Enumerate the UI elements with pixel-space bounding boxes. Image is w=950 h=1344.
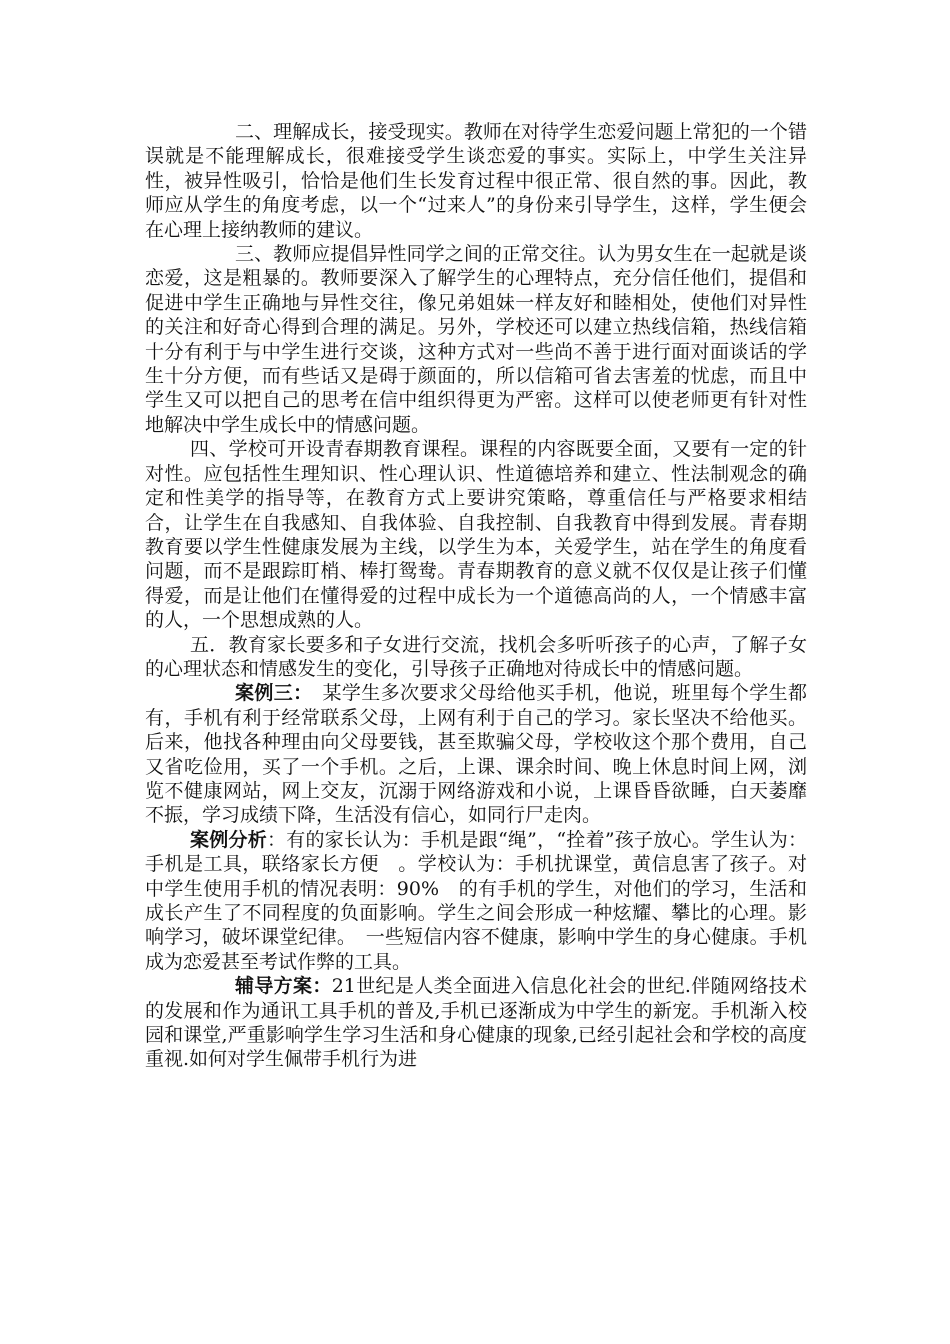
case-analysis-label: 案例分析 xyxy=(190,828,267,851)
case-three-label: 案例三： xyxy=(235,682,304,705)
paragraph-understand-growth: 二、理解成长，接受现实。教师在对待学生恋爱问题上常犯的一个错误就是不能理解成长，很难接受学生谈恋爱的事实。实际上，中学生关注异性，被异性吸引，恰恰是他们生长发育过程中很正常、很自然的事。因此，教师应从学生的角度考虑，以一个“过来人”的身份来引导学生，这样，学生便会在心理上接纳教师的建议。 xyxy=(145,121,807,241)
guidance-plan-label: 辅导方案： xyxy=(235,975,332,998)
document-body xyxy=(145,120,807,1072)
paragraph-puberty-course: 四、学校可开设青春期教育课程。课程的内容既要全面，又要有一定的针对性。应包括性生理知识、性心理认识、性道德培养和建立、性法制观念的确定和性美学的指导等，在教育方式上要讲究策略，尊重信任与严格要求相结合，让学生在自我感知、自我体验、自我控制、自我教育中得到发展。青春期教育要以学生性健康发展为主线，以学生为本，关爱学生，站在学生的角度看问题，而不是跟踪盯梢、棒打鸳鸯。青春期教育的意义就不仅仅是让孩子们懂得爱，而是让他们在懂得爱的过程中成长为一个道德高尚的人，一个情感丰富的人，一个思想成熟的人。 xyxy=(145,438,807,632)
paragraph-case-analysis xyxy=(145,828,807,974)
paragraph-guidance-plan xyxy=(145,974,807,1072)
paragraph-normal-interaction: 三、教师应提倡异性同学之间的正常交往。认为男女生在一起就是谈恋爱，这是粗暴的。教师要深入了解学生的心理特点，充分信任他们，提倡和促进中学生正确地与异性交往，像兄弟姐妹一样友好和睦相处，使他们对异性的关注和好奇心得到合理的满足。另外，学校还可以建立热线信箱，热线信箱十分有利于与中学生进行交谈，这种方式对一些尚不善于进行面对面谈话的学生十分方便，而有些话又是碍于颜面的，所以信箱可省去害羞的忧虑，而且中学生又可以把自己的思考在信中组织得更为严密。这样可以使老师更有针对性地解决中学生成长中的情感问题。 xyxy=(145,243,807,436)
guidance-plan-text: 21世纪是人类全面进入信息化社会的世纪.伴随网络技术的发展和作为通讯工具手机的普及,手机已逐渐成为中学生的新宠。手机渐入校园和课堂,严重影响学生学习生活和身心健康的现象,已经引起社会和学校的高度重视.如何对学生佩带手机行为进 xyxy=(145,975,807,1071)
paragraph-case-three xyxy=(145,681,807,827)
paragraph-parent-communication: 五．教育家长要多和子女进行交流，找机会多听听孩子的心声，了解子女的心理状态和情感发生的变化，引导孩子正确地对待成长中的情感问题。 xyxy=(145,633,807,680)
case-analysis-text: ：有的家长认为：手机是跟“绳”，“拴着”孩子放心。学生认为：手机是工具，联络家长方便 。学校认为：手机扰课堂，黄信息害了孩子。对中学生使用手机的情况表明：90% 的有手机的学生，对他们的学习，生活和成长产生了不同程度的负面影响。学生之间会形成一种炫耀、攀比的心理。影响学习，破坏课堂纪律。 一些短信内容不健康，影响中学生的身心健康。手机成为恋爱甚至考试作弊的工具。 xyxy=(145,828,807,973)
case-three-text: 某学生多次要求父母给他买手机，他说，班里每个学生都有，手机有利于经常联系父母，上网有利于自己的学习。家长坚决不给他买。后来，他找各种理由向父母要钱，甚至欺骗父母，学校收这个那个费用，自己又省吃俭用，买了一个手机。之后，上课、课余时间、晚上休息时间上网，浏览不健康网站，网上交友，沉溺于网络游戏和小说，上课昏昏欲睡，白天萎靡不振，学习成绩下降，生活没有信心，如同行尸走肉。 xyxy=(145,682,807,827)
